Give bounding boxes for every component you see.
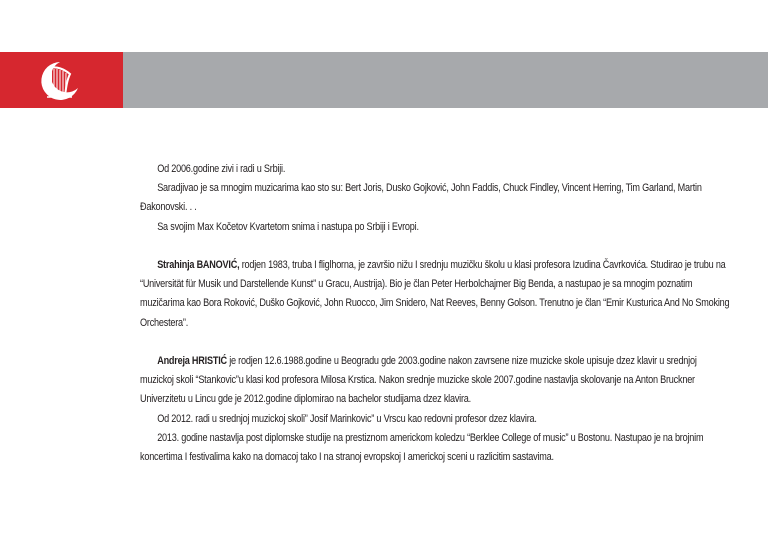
paragraph-body: rodjen 1983, truba I fliglhorna, je završio nižu I srednju muzičku školu u klasi profesora Izudina Čavrkovića. Studirao je trubu na “Universität für Musik und Darstellende Kunst” u Gracu, Austrija). Bio je član Peter Herbolchajmer Big Benda, a nastupao je sa mnogim poznatim muzičarima kao Bora Roković, Duško Gojković, John Ruocco, Jim Snidero, Nat Reeves, Benny Golson. Trenutno je član “Emir Kusturica And No Smoking Orchestera”. [140,259,730,329]
logo-block [0,52,123,108]
paragraph: 2013. godine nastavlja post diplomske studije na prestiznom americkom koledzu “Berklee College of music” u Bostonu. Nastupao je na brojnim koncertima I festivalima kako na domacoj tako I na stranoj evropskoj I americkoj sceni u razlicitim sastavima. [140,431,704,464]
musician-name: Andreja HRISTIĆ [157,355,227,367]
harp-logo-icon [34,58,88,104]
paragraph-banovic [140,256,730,333]
biography-text [140,160,730,467]
paragraph: Sa svojim Max Kočetov Kvartetom snima i nastupa po Srbiji i Evropi. [157,220,419,233]
paragraph-hristic [140,352,730,410]
paragraph: Od 2012. radi u srednjoj muzickoj skoli” Josif Marinkovic” u Vrscu kao redovni profesor dzez klavira. [157,412,537,425]
paragraph: Od 2006.godine zivi i radi u Srbiji. [157,163,286,175]
header-band [0,52,768,108]
musician-name: Strahinja BANOVIĆ, [157,259,240,271]
paragraph: Saradjivao je sa mnogim muzicarima kao sto su: Bert Joris, Dusko Gojković, John Faddis, Chuck Findley, Vincent Herring, Tim Garland, Martin Đakonovski. . . [140,182,702,214]
paragraph-body: je rodjen 12.6.1988.godine u Beogradu gde 2003.godine nakon zavrsene nize muzicke skole upisuje dzez klavir u srednjoj muzickoj skoli “Stankovic”u klasi kod profesora Milosa Krstica. Nakon srednje muzicke skole 2007.godine nastavlja skolovanje na Anton Bruckner Univerzitetu u Lincu gde je 2012.godine diplomirao na bachelor studijama dzez klavira. [140,355,697,406]
